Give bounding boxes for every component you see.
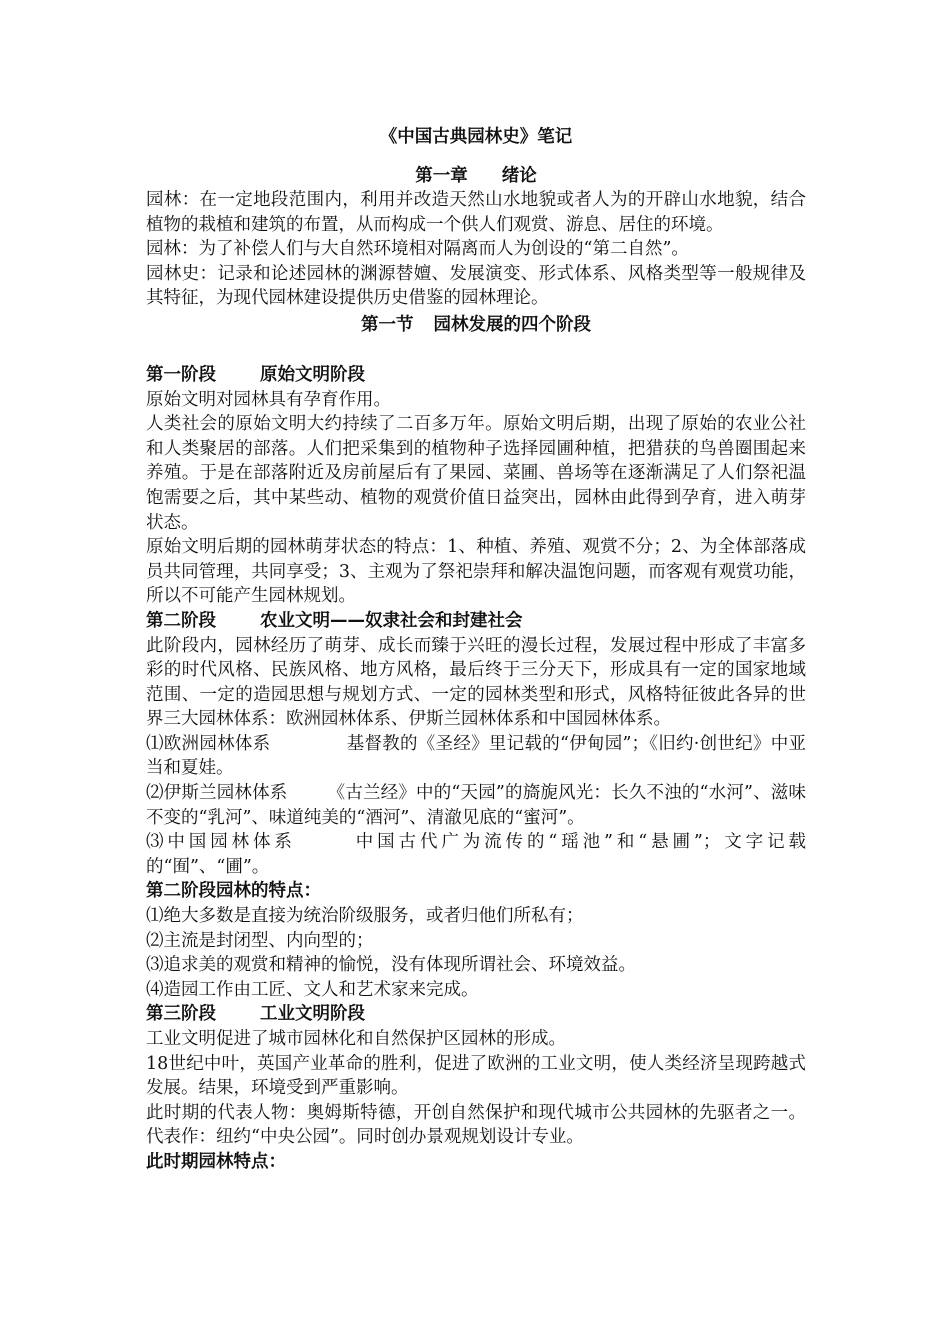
chapter-number: 第一章 xyxy=(415,166,468,186)
section-name: 园林发展的四个阶段 xyxy=(433,314,591,335)
system-label: ⑴欧洲园林体系 xyxy=(146,733,271,754)
body-paragraph: 工业文明促进了城市园林化和自然保护区园林的形成。 xyxy=(146,1029,566,1049)
features-heading: 第二阶段园林的特点： xyxy=(146,881,321,902)
body-paragraph: 原始文明后期的园林萌芽状态的特点：1、种植、养殖、观赏不分；2、为全体部落成员共同管理，共同享受；3、主观为了祭祀崇拜和解决温饱问题，而客观有观赏功能，所以不可能产生园林规划。 xyxy=(146,537,806,607)
chapter-heading xyxy=(146,164,806,188)
body-paragraph: 此阶段内，园林经历了萌芽、成长而臻于兴旺的漫长过程，发展过程中形成了丰富多彩的时代风格、民族风格、地方风格，最后终于三分天下，形成具有一定的国家地域范围、一定的造园思想与规划方式、一定的园林类型和形式，风格特征彼此各异的世界三大园林体系：欧洲园林体系、伊斯兰园林体系和中国园林体系。 xyxy=(146,635,806,730)
stage-number: 第三阶段 xyxy=(146,1004,216,1025)
system-text: 《古兰经》中的“天园”的旖旎风光：长久不浊的“水河”、滋味不变的“乳河”、味道纯美的“酒河”、清澈见底的“蜜河”。 xyxy=(146,783,806,828)
feature-item: ⑶追求美的观赏和精神的愉悦，没有体现所谓社会、环境效益。 xyxy=(146,955,636,976)
body-paragraph: 人类社会的原始文明大约持续了二百多万年。原始文明后期，出现了原始的农业公社和人类聚居的部落。人们把采集到的植物种子选择园圃种植，把猎获的鸟兽圈围起来养殖。于是在部落附近及房前屋后有了果园、菜圃、兽场等在逐渐满足了人们祭祀温饱需要之后，其中某些动、植物的观赏价值日益突出，园林由此得到孕育，进入萌芽状态。 xyxy=(146,414,806,533)
stage-number: 第一阶段 xyxy=(146,364,216,385)
stage-heading xyxy=(146,609,806,634)
chapter-name: 绪论 xyxy=(501,166,537,186)
system-label: ⑵伊斯兰园林体系 xyxy=(146,783,288,804)
body-paragraph: 此时期的代表人物：奥姆斯特德，开创自然保护和现代城市公共园林的先驱者之一。代表作：纽约“中央公园”。同时创办景观规划设计专业。 xyxy=(146,1102,806,1148)
garden-system-item xyxy=(146,732,806,781)
garden-system-item xyxy=(146,781,806,830)
feature-item: ⑷造园工作由工匠、文人和艺术家来完成。 xyxy=(146,979,479,1000)
stage-heading xyxy=(146,1002,806,1027)
stage-number: 第二阶段 xyxy=(146,610,216,631)
document-title: 《中国古典园林史》笔记 xyxy=(379,127,573,147)
system-label: ⑶中国园林体系 xyxy=(146,832,296,853)
definition-paragraph: 园林：为了补偿人们与大自然环境相对隔离而人为创设的“第二自然”。 xyxy=(146,239,689,260)
stage-name: 农业文明——奴隶社会和封建社会 xyxy=(260,610,523,631)
definition-paragraph: 园林史：记录和论述园林的渊源替嬗、发展演变、形式体系、风格类型等一般规律及其特征，为现代园林建设提供历史借鉴的园林理论。 xyxy=(146,263,806,309)
section-number: 第一节 xyxy=(361,314,414,335)
body-paragraph: 原始文明对园林具有孕育作用。 xyxy=(146,389,391,410)
definition-paragraph: 园林：在一定地段范围内，利用并改造天然山水地貌或者人为的开辟山水地貌，结合植物的栽植和建筑的布置，从而构成一个供人们观赏、游息、居住的环境。 xyxy=(146,190,806,235)
body-paragraph: 18世纪中叶，英国产业革命的胜利，促进了欧洲的工业文明，使人类经济呈现跨越式发展。结果，环境受到严重影响。 xyxy=(146,1053,806,1099)
stage-name: 原始文明阶段 xyxy=(260,364,365,385)
section-heading xyxy=(146,313,806,337)
system-text: 基督教的《圣经》里记载的“伊甸园”；《旧约·创世纪》中亚当和夏娃。 xyxy=(146,733,806,779)
feature-item: ⑵主流是封闭型、内向型的； xyxy=(146,930,374,951)
document-page xyxy=(146,122,806,1175)
feature-item: ⑴绝大多数是直接为统治阶级服务，或者归他们所私有； xyxy=(146,906,584,927)
stage-name: 工业文明阶段 xyxy=(260,1004,365,1025)
system-text: 中国古代广为流传的“瑶池”和“悬圃”；文字记载的“囿”、“圃”。 xyxy=(146,832,806,877)
garden-system-item xyxy=(146,830,806,879)
stage-heading xyxy=(146,363,806,388)
features-heading: 此时期园林特点： xyxy=(146,1151,286,1172)
